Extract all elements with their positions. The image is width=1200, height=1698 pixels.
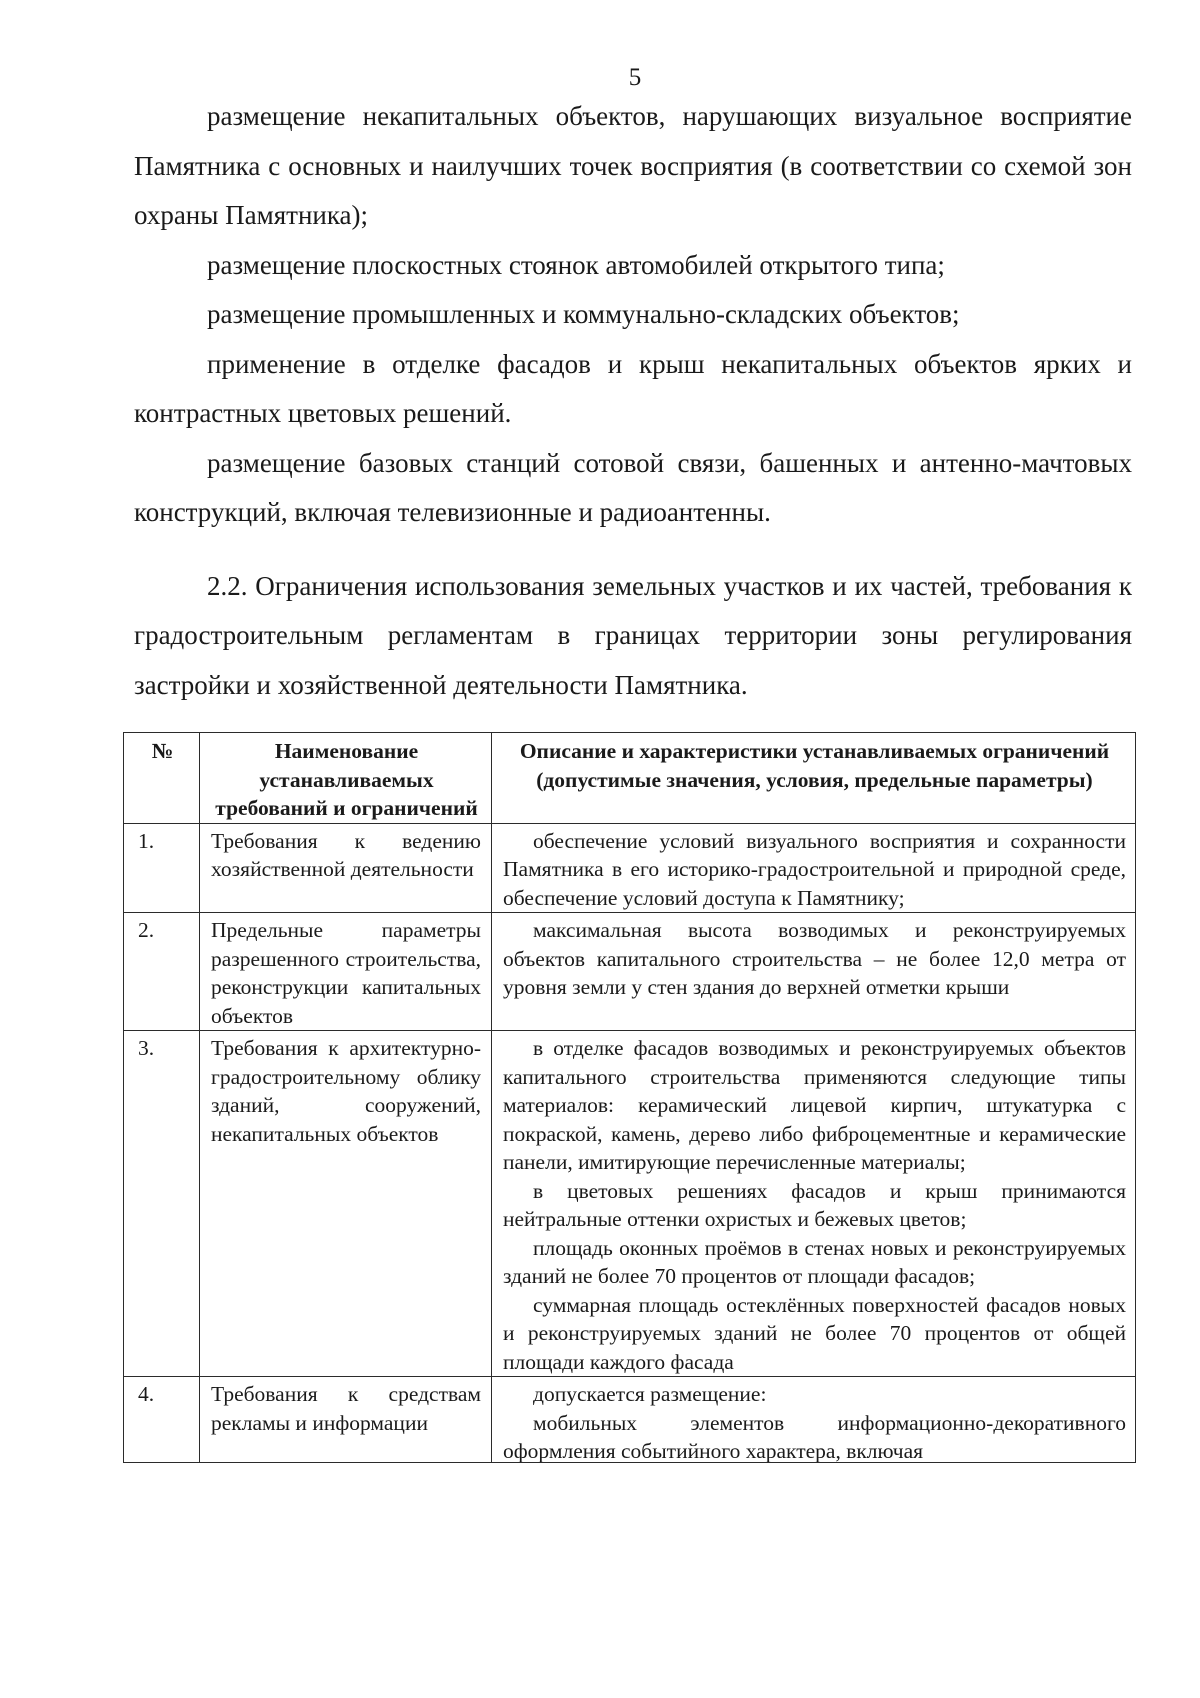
paragraph: размещение промышленных и коммунально-складских объектов; (207, 299, 960, 329)
page-number: 5 (628, 64, 642, 91)
row-name: Требования к средствам рекламы и информации (200, 1377, 492, 1463)
paragraph: размещение плоскостных стоянок автомобилей открытого типа; (207, 249, 945, 280)
description-paragraph: мобильных элементов информационно-декоративного оформления событийного характера, включая (503, 1410, 1126, 1462)
table-header-row (124, 733, 1136, 824)
body-text (134, 92, 1132, 710)
row-name: Предельные параметры разрешенного строительства, реконструкции капитальных объектов (200, 913, 492, 1031)
paragraph: размещение базовых станций сотовой связи, башенных и антенно-мачтовых конструкций, включая телевизионные и радиоантенны. (134, 447, 1132, 527)
row-description (492, 913, 1136, 1031)
row-num: 2. (124, 913, 200, 1031)
paragraph: размещение некапитальных объектов, нарушающих визуальное восприятие Памятника с основных и наилучших точек восприятия (в соответствии со схемой зон охраны Памятника); (134, 101, 1132, 230)
table-row (124, 1031, 1136, 1377)
description-paragraph: обеспечение условий визуального восприятия и сохранности Памятника в его историко-градостроительной и природной среде, обеспечение условий доступа к Памятнику; (503, 828, 1126, 910)
description-clip (503, 1380, 1126, 1462)
row-name: Требования к ведению хозяйственной деятельности (200, 823, 492, 913)
row-description (492, 823, 1136, 913)
table-row (124, 913, 1136, 1031)
section-2-2-heading: 2.2. Ограничения использования земельных участков и их частей, требования к градостроительным регламентам в границах территории зоны регулирования застройки и хозяйственной деятельности Памятника. (134, 570, 1132, 700)
row-name: Требования к архитектурно-градостроительному облику зданий, сооружений, некапитальных объектов (200, 1031, 492, 1377)
header-description: Описание и характеристики устанавливаемых ограничений (допустимые значения, условия, предельные параметры) (492, 733, 1136, 824)
description-paragraph: максимальная высота возводимых и реконструируемых объектов капитального строительства – не более 12,0 метра от уровня земли у стен здания до верхней отметки крыши (503, 918, 1126, 999)
row-num: 3. (124, 1031, 200, 1377)
table-row (124, 823, 1136, 913)
header-name: Наименование устанавливаемых требований и ограничений (200, 733, 492, 824)
requirements-table (123, 732, 1136, 1463)
description-paragraph: площадь оконных проёмов в стенах новых и реконструируемых зданий не более 70 процентов от площади фасадов; (503, 1235, 1126, 1288)
paragraph: применение в отделке фасадов и крыш некапитальных объектов ярких и контрастных цветовых решений. (134, 348, 1132, 428)
description-paragraph: допускается размещение: (533, 1382, 767, 1406)
table-row (124, 1377, 1136, 1463)
description-paragraph: в отделке фасадов возводимых и реконструируемых объектов капитального строительства применяются следующие типы материалов: керамический лицевой кирпич, штукатурка с покраской, камень, дерево либо фиброцементные и керамические панели, имитирующие перечисленные материалы; (503, 1036, 1126, 1174)
row-description (492, 1031, 1136, 1377)
row-num: 1. (124, 823, 200, 913)
row-num: 4. (124, 1377, 200, 1463)
description-paragraph: в цветовых решениях фасадов и крыш принимаются нейтральные оттенки охристых и бежевых цветов; (503, 1178, 1126, 1231)
description-paragraph: суммарная площадь остеклённых поверхностей фасадов новых и реконструируемых зданий не более 70 процентов от общей площади каждого фасада (503, 1292, 1126, 1374)
row-description (492, 1377, 1136, 1463)
header-num: № (124, 733, 200, 824)
